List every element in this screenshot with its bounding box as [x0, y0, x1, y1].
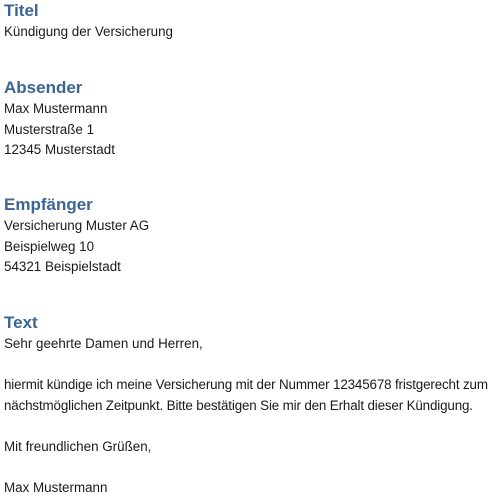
paragraph-gap	[4, 457, 498, 478]
closing: Mit freundlichen Grüßen,	[4, 437, 498, 458]
body-paragraph: hiermit kündige ich meine Versicherung mit der Nummer 12345678 fristgerecht zum nächstmöglichen Zeitpunkt. Bitte bestätigen Sie mir den Erhalt dieser Kündigung.	[4, 375, 498, 416]
paragraph-gap	[4, 416, 498, 437]
recipient-city: 54321 Beispielstadt	[4, 257, 498, 278]
sender-street: Musterstraße 1	[4, 120, 498, 141]
paragraph-gap	[4, 355, 498, 376]
text-section	[4, 312, 498, 498]
sender-section	[4, 77, 498, 161]
recipient-section	[4, 194, 498, 278]
recipient-heading: Empfänger	[4, 194, 498, 216]
title-section	[4, 0, 498, 43]
recipient-street: Beispielweg 10	[4, 237, 498, 258]
salutation: Sehr geehrte Damen und Herren,	[4, 334, 498, 355]
recipient-company: Versicherung Muster AG	[4, 216, 498, 237]
title-heading: Titel	[4, 0, 498, 22]
signature: Max Mustermann	[4, 478, 498, 498]
title-value: Kündigung der Versicherung	[4, 22, 498, 43]
sender-name: Max Mustermann	[4, 99, 498, 120]
sender-city: 12345 Musterstadt	[4, 140, 498, 161]
text-heading: Text	[4, 312, 498, 334]
sender-heading: Absender	[4, 77, 498, 99]
